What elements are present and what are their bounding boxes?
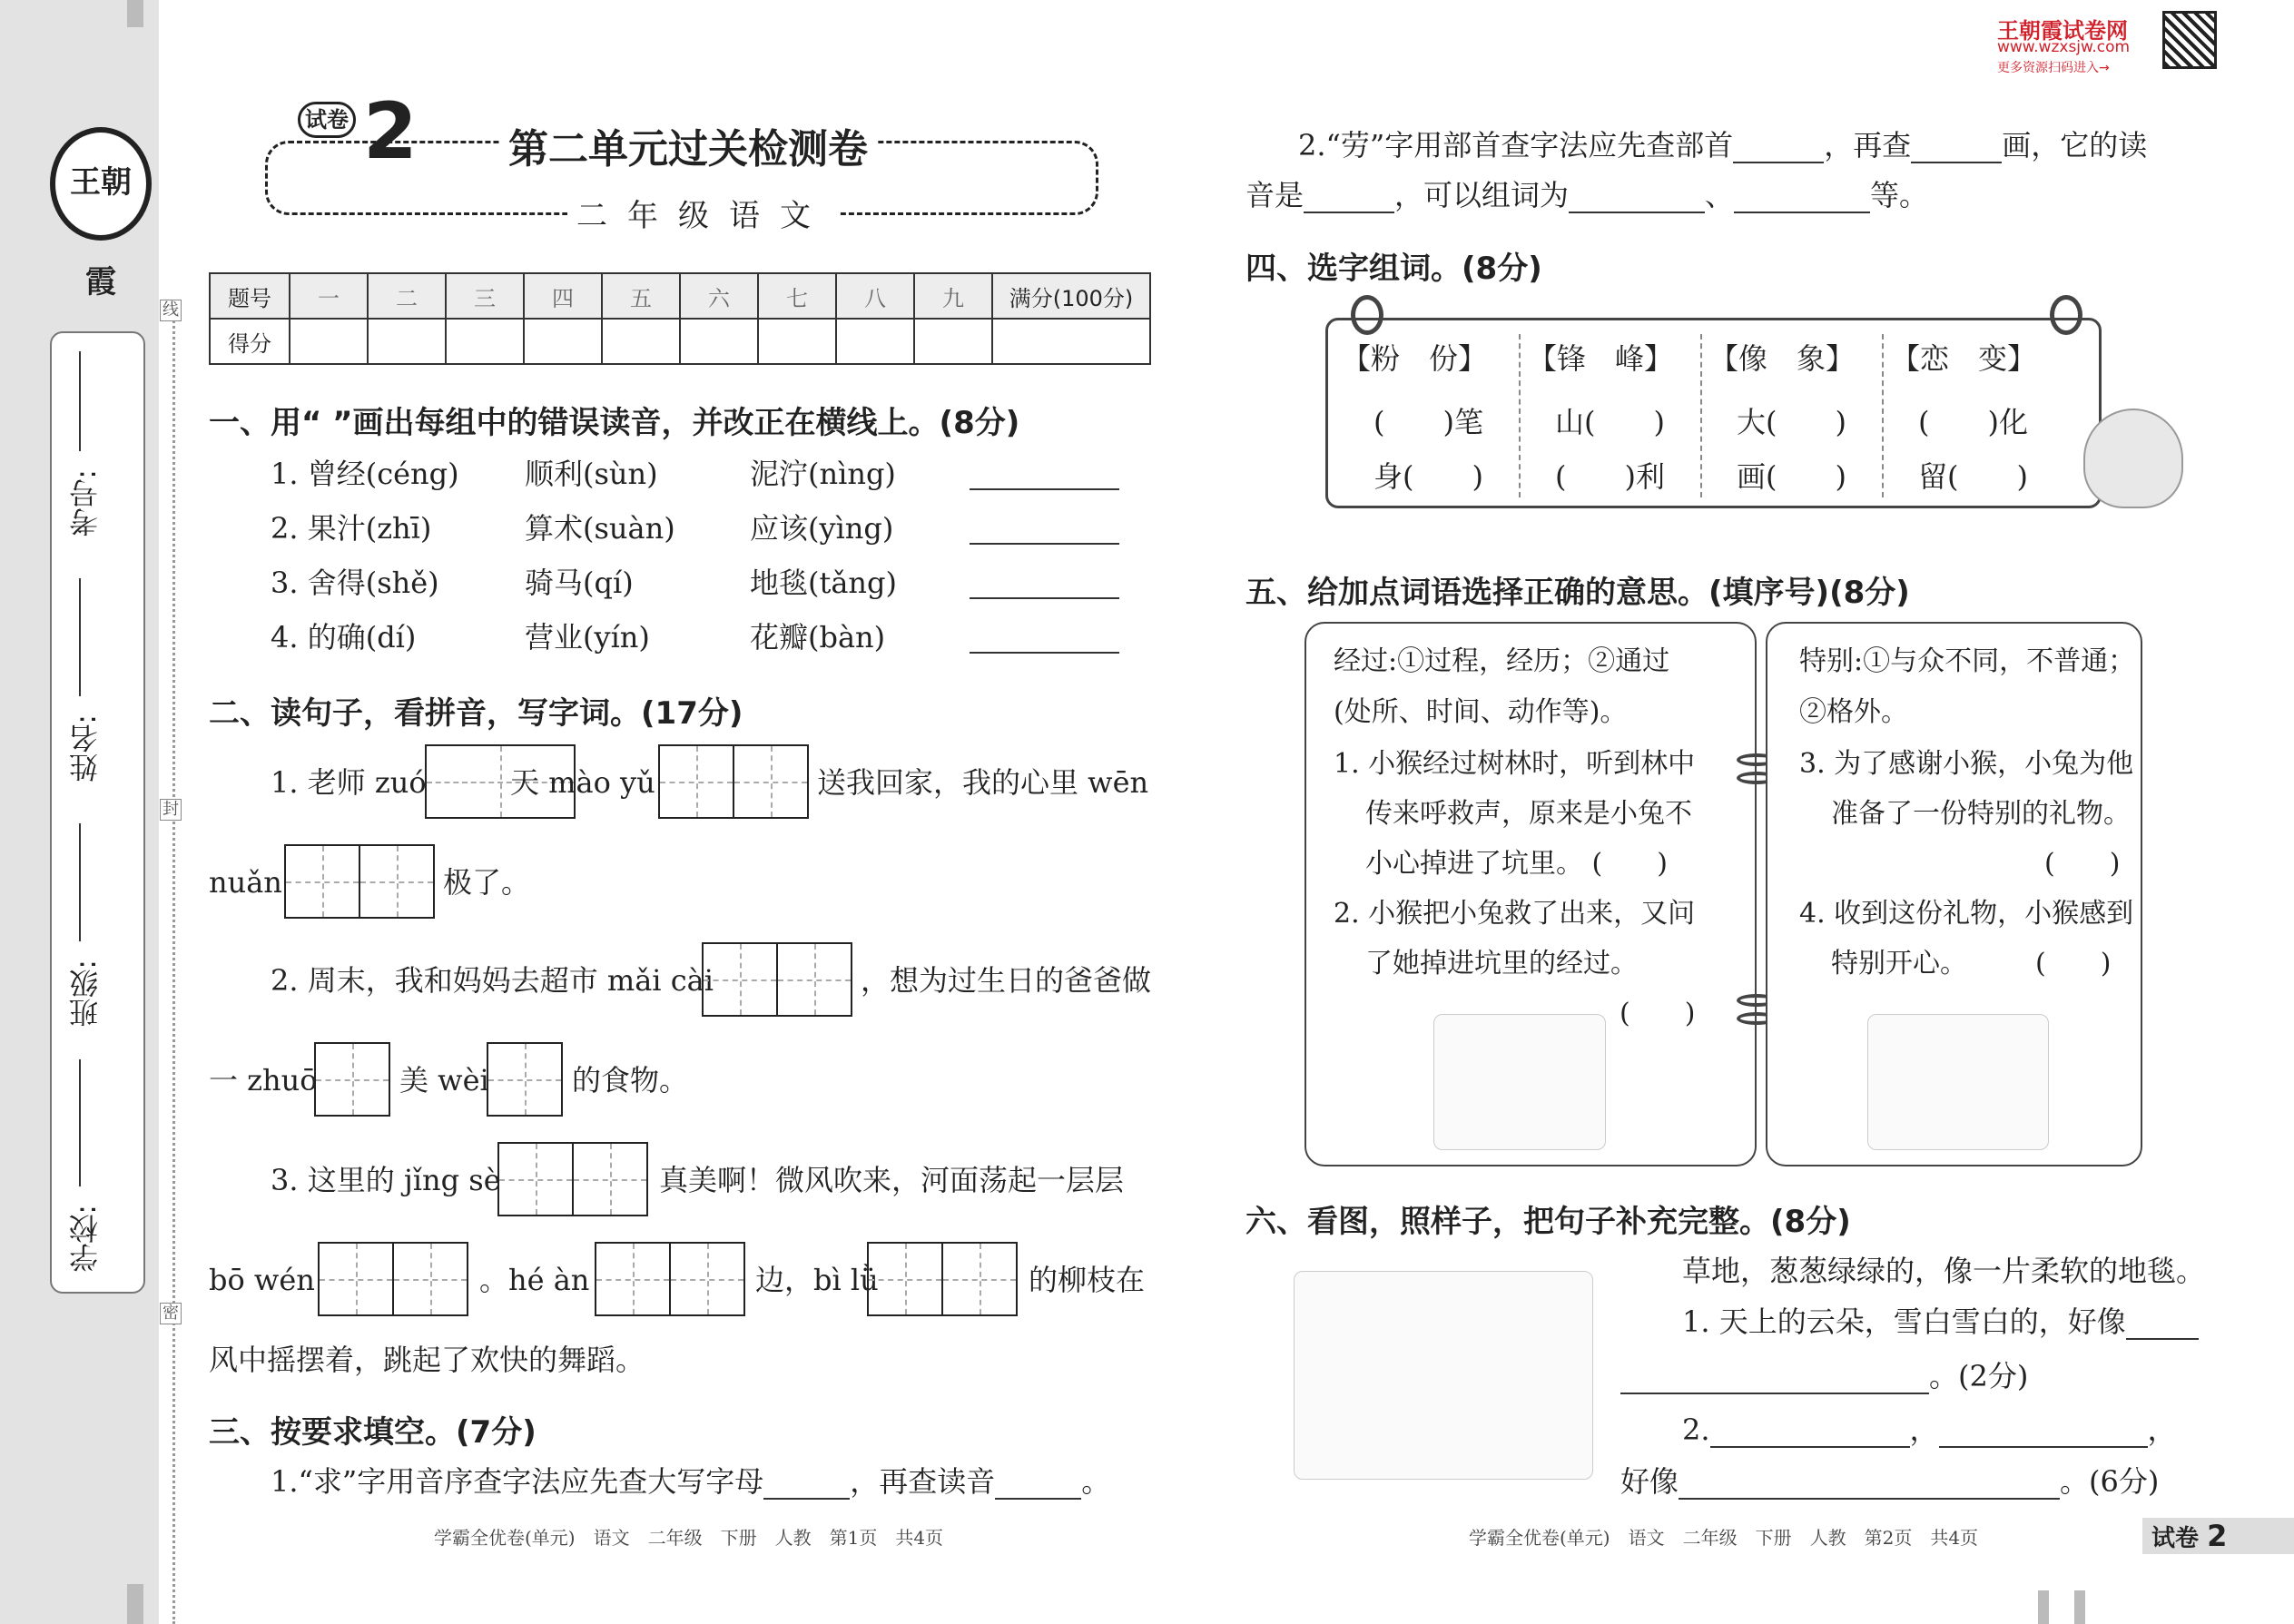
score-col: 九 xyxy=(914,273,992,319)
s1-item: 花瓣(bàn) xyxy=(750,620,886,655)
q4-line[interactable]: 特别开心。 ( ) xyxy=(1831,948,2112,979)
s1-item: 2. 果汁(zhī) xyxy=(271,511,432,546)
ring-icon xyxy=(1351,295,1383,335)
score-cell[interactable] xyxy=(992,319,1150,364)
score-total-label: 满分(100分) xyxy=(992,273,1150,319)
word-group-head: 【像 象】 xyxy=(1709,341,1856,376)
page-tab xyxy=(2142,1518,2294,1554)
name-label: 姓名: xyxy=(68,714,103,782)
s3-q2-g: 等。 xyxy=(1870,178,1929,212)
s1-item: 泥泞(nìng) xyxy=(750,457,896,491)
class-label: 班级: xyxy=(68,960,103,1028)
s6-q2d: 好像 xyxy=(1620,1464,1679,1499)
s2-text: 2. 周末，我和妈妈去超市 mǎi cài xyxy=(271,963,714,998)
s3-blank[interactable] xyxy=(1734,212,1870,213)
s2-text: 极了。 xyxy=(443,865,531,900)
paper-number: 2 xyxy=(363,86,418,177)
score-cell[interactable] xyxy=(290,319,368,364)
s2-text: 3. 这里的 jǐng sè xyxy=(271,1163,501,1197)
s2-text: 边，bì lǜ xyxy=(755,1263,879,1297)
top-mark xyxy=(127,0,143,27)
cut-mark-line: 线 xyxy=(160,300,182,321)
word-choice-board xyxy=(1325,318,2102,508)
landscape-illustration xyxy=(1294,1271,1593,1480)
def-tebie-1: 特别:①与众不同，不普通； xyxy=(1799,645,2136,677)
writing-grid[interactable] xyxy=(318,1242,468,1316)
name-line xyxy=(79,578,81,696)
school-line xyxy=(79,1059,81,1186)
s2-text: 送我回家，我的心里 wēn xyxy=(817,765,1149,800)
s3-q1-a: 1.“求”字用音序查字法应先查大写字母 xyxy=(271,1464,764,1499)
s1-item: 地毯(tǎng) xyxy=(750,566,898,600)
s6-q2 xyxy=(1682,1412,2177,1448)
s6-q2b: ， xyxy=(1909,1412,1939,1447)
q1-line: 1. 小猴经过树林时，听到林中 xyxy=(1334,748,1696,780)
s6-blank[interactable] xyxy=(1710,1446,1910,1448)
monkey-illustration xyxy=(1433,1014,1606,1150)
page-tab-number: 2 xyxy=(2207,1519,2228,1553)
writing-grid[interactable] xyxy=(658,744,809,819)
section1-title: 一、用“ ”画出每组中的错误读音，并改正在横线上。(8分) xyxy=(209,405,1020,441)
s1-item: 4. 的确(dí) xyxy=(271,620,417,655)
section3-title: 三、按要求填空。(7分) xyxy=(209,1414,537,1451)
word-group-a[interactable]: ( )笔 xyxy=(1373,405,1483,439)
s1-answer-blank[interactable] xyxy=(970,597,1119,599)
board-divider xyxy=(1519,334,1521,497)
s6-q2e: 。(6分) xyxy=(2060,1464,2160,1499)
score-row-label: 得分 xyxy=(210,319,290,364)
score-col: 四 xyxy=(524,273,602,319)
score-cell[interactable] xyxy=(368,319,446,364)
writing-grid[interactable] xyxy=(284,844,435,919)
s2-text: nuǎn xyxy=(209,865,282,900)
definition-card-right xyxy=(1766,622,2142,1166)
bottom-mark xyxy=(127,1584,143,1624)
s1-item: 营业(yín) xyxy=(525,620,650,655)
s6-q2-cont xyxy=(1620,1463,2159,1500)
s6-q1b: 。(2分) xyxy=(1929,1359,2029,1393)
s3-q1-c: 。 xyxy=(1081,1464,1111,1499)
score-col: 二 xyxy=(368,273,446,319)
q1-line: 传来呼救声，原来是小兔不 xyxy=(1365,798,1692,830)
s2-text: 的柳枝在 xyxy=(1029,1263,1146,1297)
footer-left: 学霸全优卷(单元) 语文 二年级 下册 人教 第1页 共4页 xyxy=(434,1527,944,1549)
s2-text: 。hé àn xyxy=(479,1263,590,1297)
q2-line: 2. 小猴把小兔救了出来，又问 xyxy=(1334,898,1696,930)
q1-line[interactable]: 小心掉进了坑里。 ( ) xyxy=(1365,848,1668,880)
section4-title: 四、选字组词。(8分) xyxy=(1245,251,1542,287)
s1-answer-blank[interactable] xyxy=(970,652,1119,654)
word-group-b[interactable]: ( )利 xyxy=(1555,459,1665,494)
s3-q1-b: ，再查读音 xyxy=(850,1464,996,1499)
word-group-a[interactable]: 大( ) xyxy=(1737,405,1846,439)
s2-text: 风中摇摆着，跳起了欢快的舞蹈。 xyxy=(209,1343,645,1377)
s1-item: 3. 舍得(shě) xyxy=(271,566,439,600)
s1-answer-blank[interactable] xyxy=(970,488,1119,490)
s6-q1 xyxy=(1682,1304,2199,1340)
score-col: 三 xyxy=(446,273,524,319)
score-col: 一 xyxy=(290,273,368,319)
s2-text: 美 wèi xyxy=(399,1063,489,1097)
s1-answer-blank[interactable] xyxy=(970,543,1119,545)
student-info-panel xyxy=(50,331,145,1294)
score-table-header-label: 题号 xyxy=(210,273,290,319)
binding-dotted-line xyxy=(172,300,175,1624)
word-group-b[interactable]: 留( ) xyxy=(1918,459,2028,494)
score-cell[interactable] xyxy=(524,319,602,364)
score-col: 六 xyxy=(680,273,758,319)
def-tebie-2: ②格外。 xyxy=(1799,696,1908,728)
s3-q2-b: ，再查 xyxy=(1824,128,1912,162)
word-group-b[interactable]: 画( ) xyxy=(1737,459,1846,494)
s1-item: 顺利(sùn) xyxy=(525,457,658,491)
board-divider xyxy=(1700,334,1702,497)
board-divider xyxy=(1882,334,1884,497)
score-col: 五 xyxy=(602,273,680,319)
word-group-head: 【恋 变】 xyxy=(1891,341,2037,376)
s6-q2a: 2. xyxy=(1682,1412,1710,1447)
s3-blank[interactable] xyxy=(995,1498,1081,1500)
s3-text xyxy=(271,1463,1110,1500)
watermark-brand: 王朝霞试卷网 xyxy=(1997,18,2128,44)
s3-blank[interactable] xyxy=(763,1498,850,1500)
def-jingguo-1: 经过:①过程，经历；②通过 xyxy=(1334,645,1670,677)
exam-id-label: 考号: xyxy=(68,469,103,537)
page-title: 第二单元过关检测卷 xyxy=(499,116,877,174)
score-cell[interactable] xyxy=(602,319,680,364)
s1-item: 算术(suàn) xyxy=(525,511,675,546)
score-cell[interactable] xyxy=(836,319,914,364)
s3-blank[interactable] xyxy=(1569,212,1705,213)
page-tab-label: 试卷 xyxy=(2151,1525,2200,1552)
s2-text: ，想为过生日的爸爸做 xyxy=(861,963,1152,998)
rabbit-monkey-illustration xyxy=(1867,1014,2049,1150)
q3-answer[interactable]: ( ) xyxy=(2044,848,2121,880)
score-cell[interactable] xyxy=(758,319,836,364)
s6-q2c: ， xyxy=(2147,1412,2177,1447)
score-table xyxy=(209,272,1151,365)
s3-blank[interactable] xyxy=(1733,162,1824,163)
definition-card-left xyxy=(1305,622,1757,1166)
s3-blank[interactable] xyxy=(1911,162,2002,163)
s2-text: bō wén xyxy=(209,1263,315,1297)
s3-blank[interactable] xyxy=(1304,212,1394,213)
brand-logo: 王朝霞 xyxy=(50,127,152,241)
s6-blank[interactable] xyxy=(1939,1446,2148,1448)
school-label: 学校: xyxy=(68,1205,103,1273)
s3-q2-f: 、 xyxy=(1705,178,1735,212)
s6-q1-cont xyxy=(1620,1358,2028,1394)
s3-q2-c: 画，它的读 xyxy=(2002,128,2148,162)
q3-line: 准备了一份特别的礼物。 xyxy=(1831,798,2131,830)
s6-example: 草地，葱葱绿绿的，像一片柔软的地毯。 xyxy=(1682,1254,2206,1288)
q4-line: 4. 收到这份礼物，小猴感到 xyxy=(1799,898,2134,930)
exam-id-line xyxy=(79,351,81,451)
cut-mark-seal: 封 xyxy=(160,799,182,821)
writing-grid[interactable] xyxy=(595,1242,745,1316)
ring-icon xyxy=(2050,295,2082,335)
s3-q2-line2 xyxy=(1245,177,1928,213)
s1-item: 应该(yìng) xyxy=(750,511,894,546)
bottom-mark xyxy=(2074,1590,2085,1624)
s6-blank[interactable] xyxy=(1679,1498,2060,1500)
elephant-icon xyxy=(2083,408,2183,508)
writing-grid[interactable] xyxy=(702,942,852,1017)
section6-title: 六、看图，照样子，把句子补充完整。(8分) xyxy=(1245,1204,1851,1240)
writing-grid[interactable] xyxy=(314,1042,390,1117)
footer-right: 学霸全优卷(单元) 语文 二年级 下册 人教 第2页 共4页 xyxy=(1469,1527,1979,1549)
word-group-a[interactable]: ( )化 xyxy=(1918,405,2028,439)
s2-text: 天 mào yǔ xyxy=(510,765,655,800)
writing-grid[interactable] xyxy=(497,1142,648,1216)
bottom-mark xyxy=(2038,1590,2049,1624)
cut-mark-secret: 密 xyxy=(160,1303,182,1324)
s2-text: 一 zhuō xyxy=(209,1063,318,1097)
s6-q1a: 1. 天上的云朵，雪白雪白的，好像 xyxy=(1682,1304,2126,1339)
page-subtitle: 二年级语文 xyxy=(567,191,840,235)
score-cell[interactable] xyxy=(914,319,992,364)
s3-q2-a: 2.“劳”字用部首查字法应先查部首 xyxy=(1298,128,1734,162)
s2-text: 的食物。 xyxy=(572,1063,689,1097)
q2-answer[interactable]: ( ) xyxy=(1620,998,1696,1029)
writing-grid[interactable] xyxy=(867,1242,1018,1316)
s3-q2-line1 xyxy=(1298,127,2147,163)
s6-blank[interactable] xyxy=(1620,1393,1929,1394)
word-group-head: 【粉 份】 xyxy=(1342,341,1488,376)
paper-badge: 试卷 xyxy=(298,102,356,138)
qr-code-icon xyxy=(2162,11,2217,69)
s6-blank[interactable] xyxy=(2126,1338,2199,1340)
class-line xyxy=(79,823,81,941)
watermark-tip: 更多资源扫码进入→ xyxy=(1997,61,2110,75)
score-col: 七 xyxy=(758,273,836,319)
score-cell[interactable] xyxy=(680,319,758,364)
writing-grid[interactable] xyxy=(487,1042,563,1117)
score-col: 八 xyxy=(836,273,914,319)
section2-title: 二、读句子，看拼音，写字词。(17分) xyxy=(209,695,743,732)
q3-line: 3. 为了感谢小猴，小兔为他 xyxy=(1799,748,2134,780)
s1-item: 骑马(qí) xyxy=(525,566,634,600)
s2-text: 1. 老师 zuó xyxy=(271,765,427,800)
word-group-a[interactable]: 山( ) xyxy=(1555,405,1665,439)
word-group-b[interactable]: 身( ) xyxy=(1373,459,1483,494)
def-jingguo-2: (处所、时间、动作等)。 xyxy=(1334,696,1628,728)
score-cell[interactable] xyxy=(446,319,524,364)
s1-item: 1. 曾经(céng) xyxy=(271,457,459,491)
section5-title: 五、给加点词语选择正确的意思。(填序号)(8分) xyxy=(1245,575,1910,611)
watermark-url: www.wzxsjw.com xyxy=(1997,38,2131,56)
s3-q2-d: 音是 xyxy=(1245,178,1305,212)
s2-text: 真美啊！微风吹来，河面荡起一层层 xyxy=(659,1163,1125,1197)
word-group-head: 【锋 峰】 xyxy=(1528,341,1674,376)
q2-line: 了她掉进坑里的经过。 xyxy=(1365,948,1638,979)
s3-q2-e: ，可以组词为 xyxy=(1394,178,1570,212)
